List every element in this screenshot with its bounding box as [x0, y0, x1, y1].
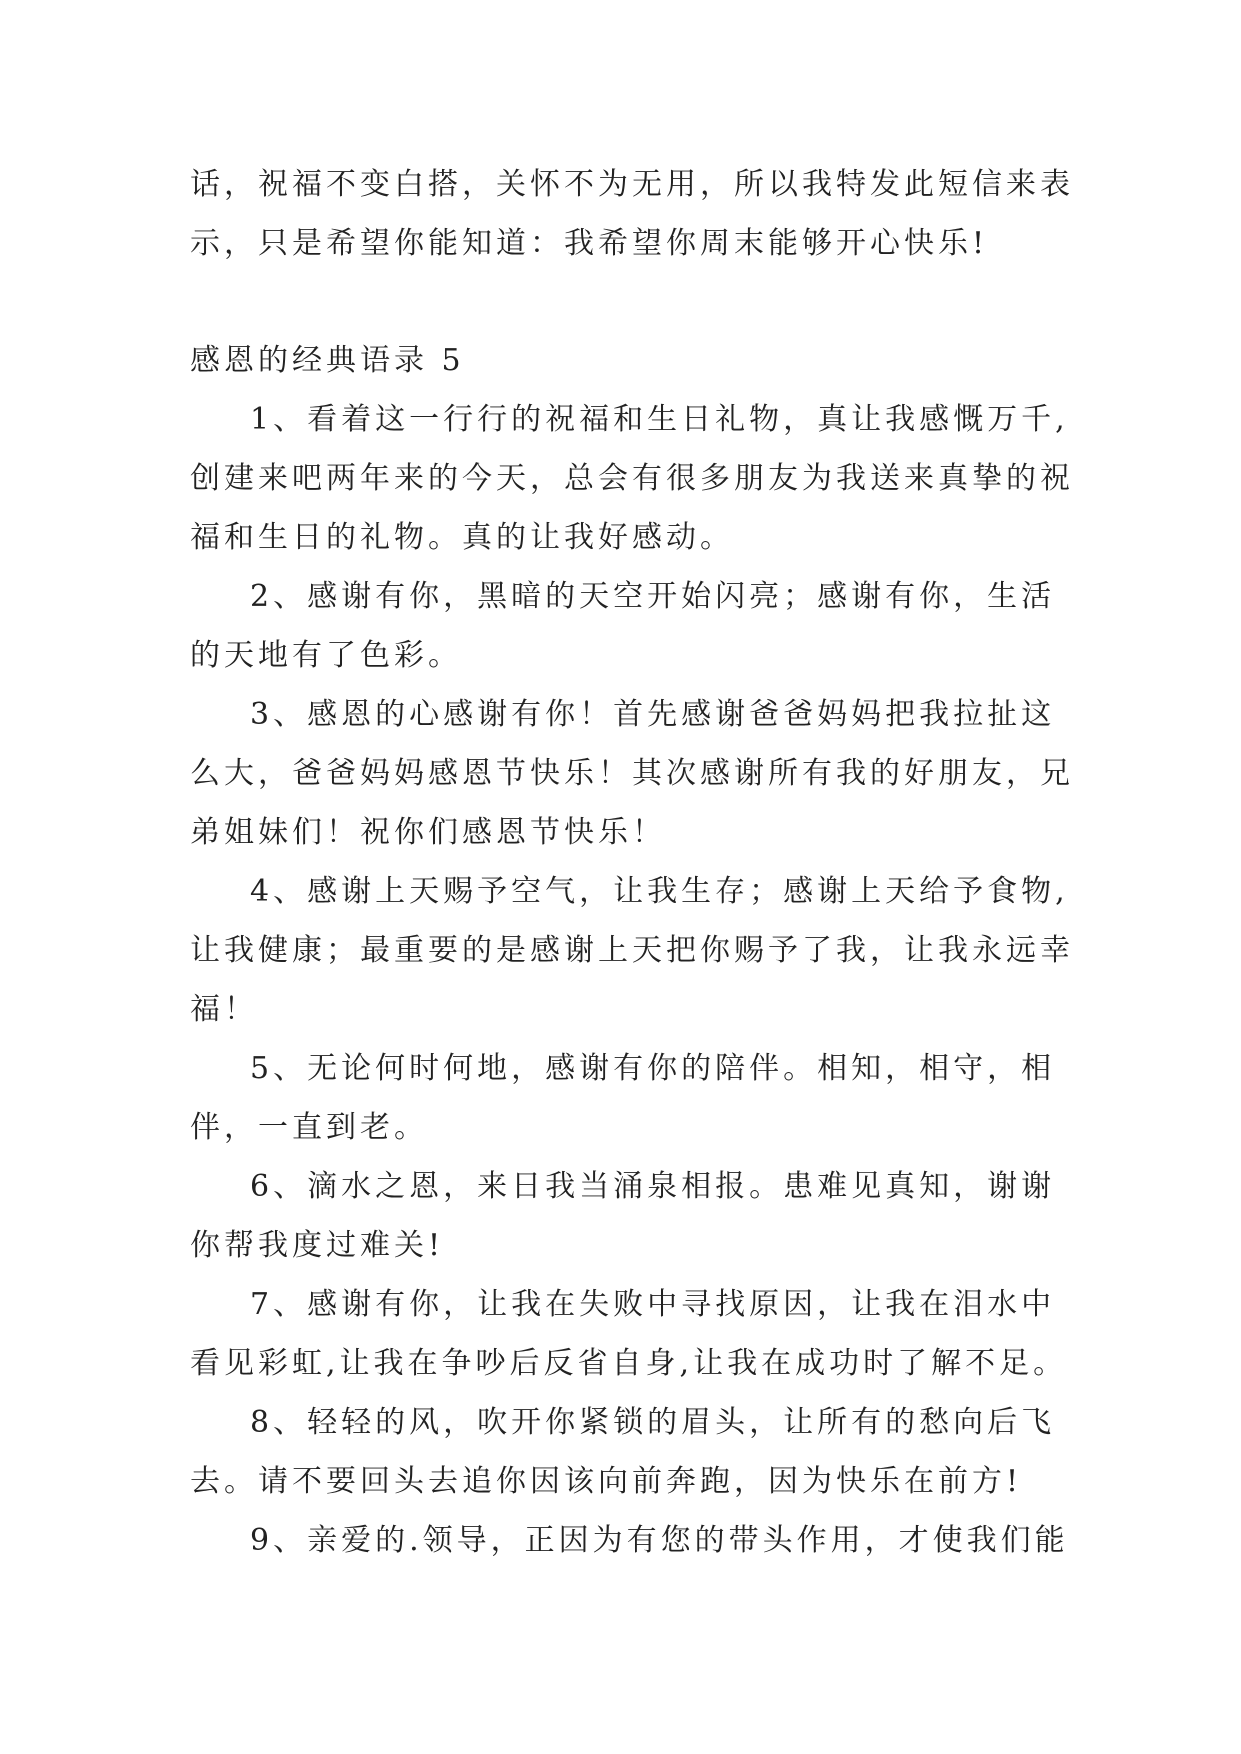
item-6-line-1: 6、滴水之恩，来日我当涌泉相报。患难见真知，谢谢	[250, 1169, 1056, 1204]
item-6-line-2: 你帮我度过难关!	[190, 1228, 445, 1263]
item-1-line-3: 福和生日的礼物。真的让我好感动。	[190, 520, 734, 555]
item-2-line-2: 的天地有了色彩。	[190, 638, 462, 673]
item-4-line-1: 4、感谢上天赐予空气，让我生存；感谢上天给予食物,	[250, 874, 1069, 909]
item-4-line-3: 福！	[190, 992, 258, 1027]
item-1-line-1: 1、看着这一行行的祝福和生日礼物，真让我感慨万千,	[250, 402, 1069, 437]
item-8-line-1: 8、轻轻的风，吹开你紧锁的眉头，让所有的愁向后飞	[250, 1405, 1056, 1440]
intro-line: 示，只是希望你能知道：我希望你周末能够开心快乐!	[190, 226, 989, 261]
item-2-line-1: 2、感谢有你，黑暗的天空开始闪亮；感谢有你，生活	[250, 579, 1056, 614]
item-3-line-3: 弟姐妹们！祝你们感恩节快乐！	[190, 815, 666, 850]
intro-line: 话，祝福不变白搭，关怀不为无用，所以我特发此短信来表	[190, 167, 1074, 202]
item-3-line-1: 3、感恩的心感谢有你！首先感谢爸爸妈妈把我拉扯这	[250, 697, 1056, 732]
item-3-line-2: 么大，爸爸妈妈感恩节快乐！其次感谢所有我的好朋友，兄	[190, 756, 1074, 791]
item-1-line-2: 创建来吧两年来的今天，总会有很多朋友为我送来真挚的祝	[190, 461, 1074, 496]
item-5-line-2: 伴，一直到老。	[190, 1110, 428, 1145]
item-7-line-1: 7、感谢有你，让我在失败中寻找原因，让我在泪水中	[250, 1287, 1056, 1322]
item-5-line-1: 5、无论何时何地，感谢有你的陪伴。相知，相守，相	[250, 1051, 1056, 1086]
item-7-line-2: 看见彩虹,让我在争吵后反省自身,让我在成功时了解不足。	[190, 1346, 1068, 1381]
item-8-line-2: 去。请不要回头去追你因该向前奔跑，因为快乐在前方!	[190, 1464, 1023, 1499]
section-title: 感恩的经典语录 5	[190, 343, 465, 378]
item-9-line-1: 9、亲爱的.领导，正因为有您的带头作用，才使我们能	[250, 1523, 1069, 1558]
item-4-line-2: 让我健康；最重要的是感谢上天把你赐予了我，让我永远幸	[190, 933, 1074, 968]
